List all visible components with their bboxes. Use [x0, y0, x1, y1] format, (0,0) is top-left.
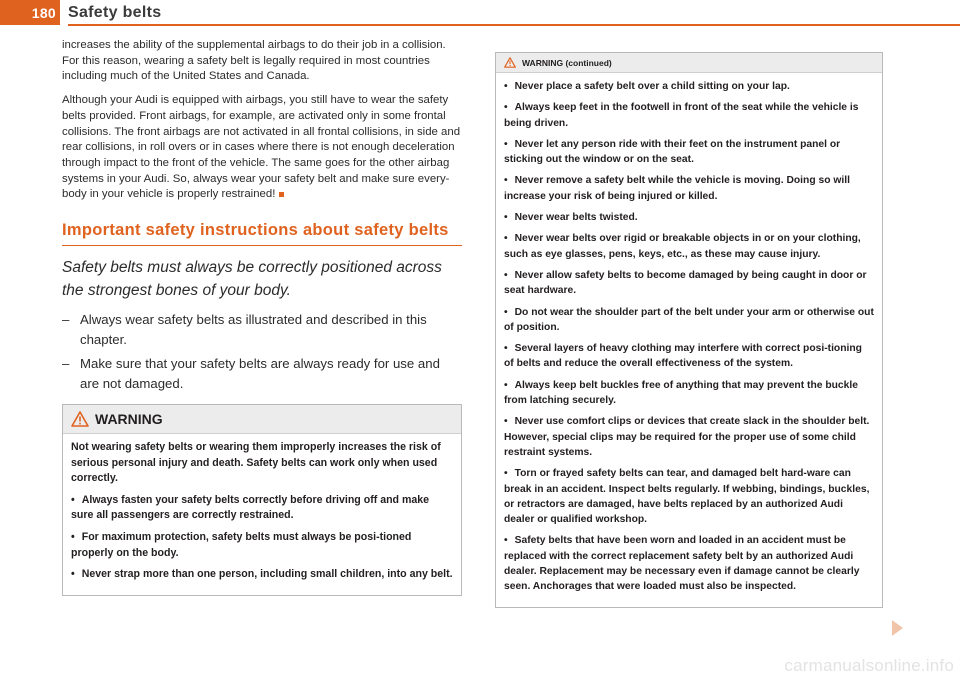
warning-header-continued: [496, 53, 882, 73]
warning-bullet: [504, 341, 874, 372]
end-of-section-icon: [279, 192, 284, 197]
warning-header: [63, 405, 461, 434]
warning-bullet: [504, 173, 874, 204]
instruction-steps: [62, 310, 462, 394]
warning-bullet: [71, 567, 453, 583]
warning-bullet-text: Never wear belts over rigid or breakable objects in or on your clothing, such as eye glasses, pens, keys, etc., as these may cause injury.: [504, 233, 861, 260]
warning-bullet: [504, 533, 874, 594]
warning-bullet-text: Never allow safety belts to become damaged by being caught in door or seat hardware.: [504, 269, 867, 297]
body-paragraph-2: [62, 93, 462, 203]
warning-bullet-text: Never place a safety belt over a child sitting on your lap.: [514, 81, 790, 92]
bullet-marker: •: [504, 306, 508, 318]
bullet-marker: •: [504, 233, 508, 245]
warning-bullet: [504, 268, 874, 299]
warning-triangle-icon: [504, 57, 516, 68]
bullet-marker: •: [504, 212, 508, 224]
section-rule: [62, 245, 462, 246]
warning-bullet-text: Several layers of heavy clothing may interfere with correct posi-tioning of belts and reduce the overall effectiveness of the system.: [504, 343, 862, 370]
instruction-step-text: Always wear safety belts as illustrated and described in this chapter.: [80, 312, 427, 348]
bullet-marker: •: [504, 175, 508, 187]
warning-box: [62, 404, 462, 596]
warning-bullet-text: Do not wear the shoulder part of the belt under your arm or otherwise out of position.: [504, 306, 874, 333]
warning-body-continued: [496, 73, 882, 607]
bullet-marker: •: [504, 269, 508, 281]
warning-bullet-text: For maximum protection, safety belts must always be posi-tioned properly on the body.: [71, 531, 412, 559]
warning-bullet: [71, 493, 453, 524]
warning-bullet: [71, 530, 453, 561]
warning-intro: Not wearing safety belts or wearing them improperly increases the risk of serious personal injury and death. Safety belts can work only when used correctly.: [71, 441, 441, 485]
warning-bullet-text: Always fasten your safety belts correctly before driving off and make sure all passengers are correctly restrained.: [71, 493, 430, 522]
dash-marker: –: [62, 312, 70, 328]
warning-bullet-text: Never wear belts twisted.: [514, 212, 638, 224]
body-paragraph-1: increases the ability of the supplemental airbags to do their job in a collision. For this reason, wearing a safety belt is legally required in most countries including much of the United States and Canada.: [62, 39, 446, 83]
warning-bullet-text: Torn or frayed safety belts can tear, and damaged belt hard-ware can break in an accident. Inspect belts regularly. If webbing, bindings, buckles, or retractors are damaged, have belts replaced by an authorized Audi dealer or qualified workshop.: [504, 468, 870, 526]
bullet-marker: •: [504, 468, 508, 480]
warning-bullet: [504, 231, 874, 262]
warning-continued-suffix: (continued): [565, 57, 612, 68]
bullet-marker: •: [71, 531, 75, 543]
bullet-marker: •: [504, 343, 508, 355]
warning-bullet-text: Never use comfort clips or devices that create slack in the shoulder belt. However, special clips may be required for the proper use of some child restraint systems.: [504, 416, 870, 458]
warning-box-continued: [495, 52, 883, 608]
page-title: Safety belts: [68, 4, 162, 21]
warning-bullet: [504, 79, 874, 94]
warning-bullet: [504, 305, 874, 336]
warning-bullet: [504, 137, 874, 168]
instruction-step: [62, 354, 462, 394]
left-column: [62, 38, 462, 596]
dash-marker: –: [62, 356, 70, 372]
warning-bullet: [504, 466, 874, 527]
warning-bullet-text: Always keep belt buckles free of anything that may prevent the buckle from latching securely.: [504, 379, 858, 407]
warning-bullet: [504, 100, 874, 131]
section-subtitle: Safety belts must always be correctly positioned across the strongest bones of your body.: [62, 259, 442, 300]
warning-label: WARNING: [95, 411, 163, 428]
bullet-marker: •: [504, 379, 508, 391]
warning-bullet-text: Never let any person ride with their feet on the instrument panel or sticking out the window or on the seat.: [504, 138, 841, 166]
warning-bullet-text: Always keep feet in the footwell in front of the seat while the vehicle is being driven.: [504, 102, 859, 129]
bullet-marker: •: [504, 81, 508, 92]
body-paragraph-2-text: Although your Audi is equipped with airbags, you still have to wear the safety belts provided. Front airbags, for example, are activated only in some frontal collisions. The front airbags are not activated in all frontal collisions, in side and rear collisions, in roll overs or in cases where there is not enough deceleration through impact to the front of the vehicle. The same goes for the other airbag systems in your Audi. So, always wear your safety belt and make sure every-body in your vehicle is properly restrained!: [62, 94, 461, 201]
header-rule: [68, 24, 960, 26]
warning-bullet-text: Never remove a safety belt while the vehicle is moving. Doing so will increase your risk of being injured or killed.: [504, 175, 850, 202]
bullet-marker: •: [71, 493, 75, 506]
warning-bullet: [504, 414, 874, 460]
continue-arrow-icon[interactable]: [892, 620, 903, 636]
bullet-marker: •: [504, 535, 508, 547]
instruction-step: [62, 310, 462, 350]
page-number: 180: [31, 4, 56, 21]
right-column: [495, 52, 883, 608]
warning-label-text: WARNING: [522, 57, 564, 68]
bullet-marker: •: [504, 416, 508, 428]
bullet-marker: •: [71, 568, 75, 581]
instruction-step-text: Make sure that your safety belts are always ready for use and are not damaged.: [80, 356, 440, 392]
watermark: carmanualsonline.info: [784, 656, 954, 675]
warning-body: [63, 434, 461, 595]
page-number-badge: [0, 0, 60, 25]
bullet-marker: •: [504, 138, 508, 150]
bullet-marker: •: [504, 102, 508, 114]
warning-bullet-text: Never strap more than one person, including small children, into any belt.: [81, 568, 453, 581]
warning-label-continued: [522, 58, 612, 68]
warning-bullet: [504, 210, 874, 225]
section-heading: Important safety instructions about safety belts: [62, 221, 449, 240]
warning-bullet: [504, 378, 874, 409]
warning-triangle-icon: [71, 411, 89, 427]
warning-bullet-text: Safety belts that have been worn and loaded in an accident must be replaced with the correct replacement safety belt by an authorized Audi dealer. Replacement may be necessary even if damage cannot be clearly seen. Anchorages that were loaded must also be inspected.: [504, 535, 860, 593]
